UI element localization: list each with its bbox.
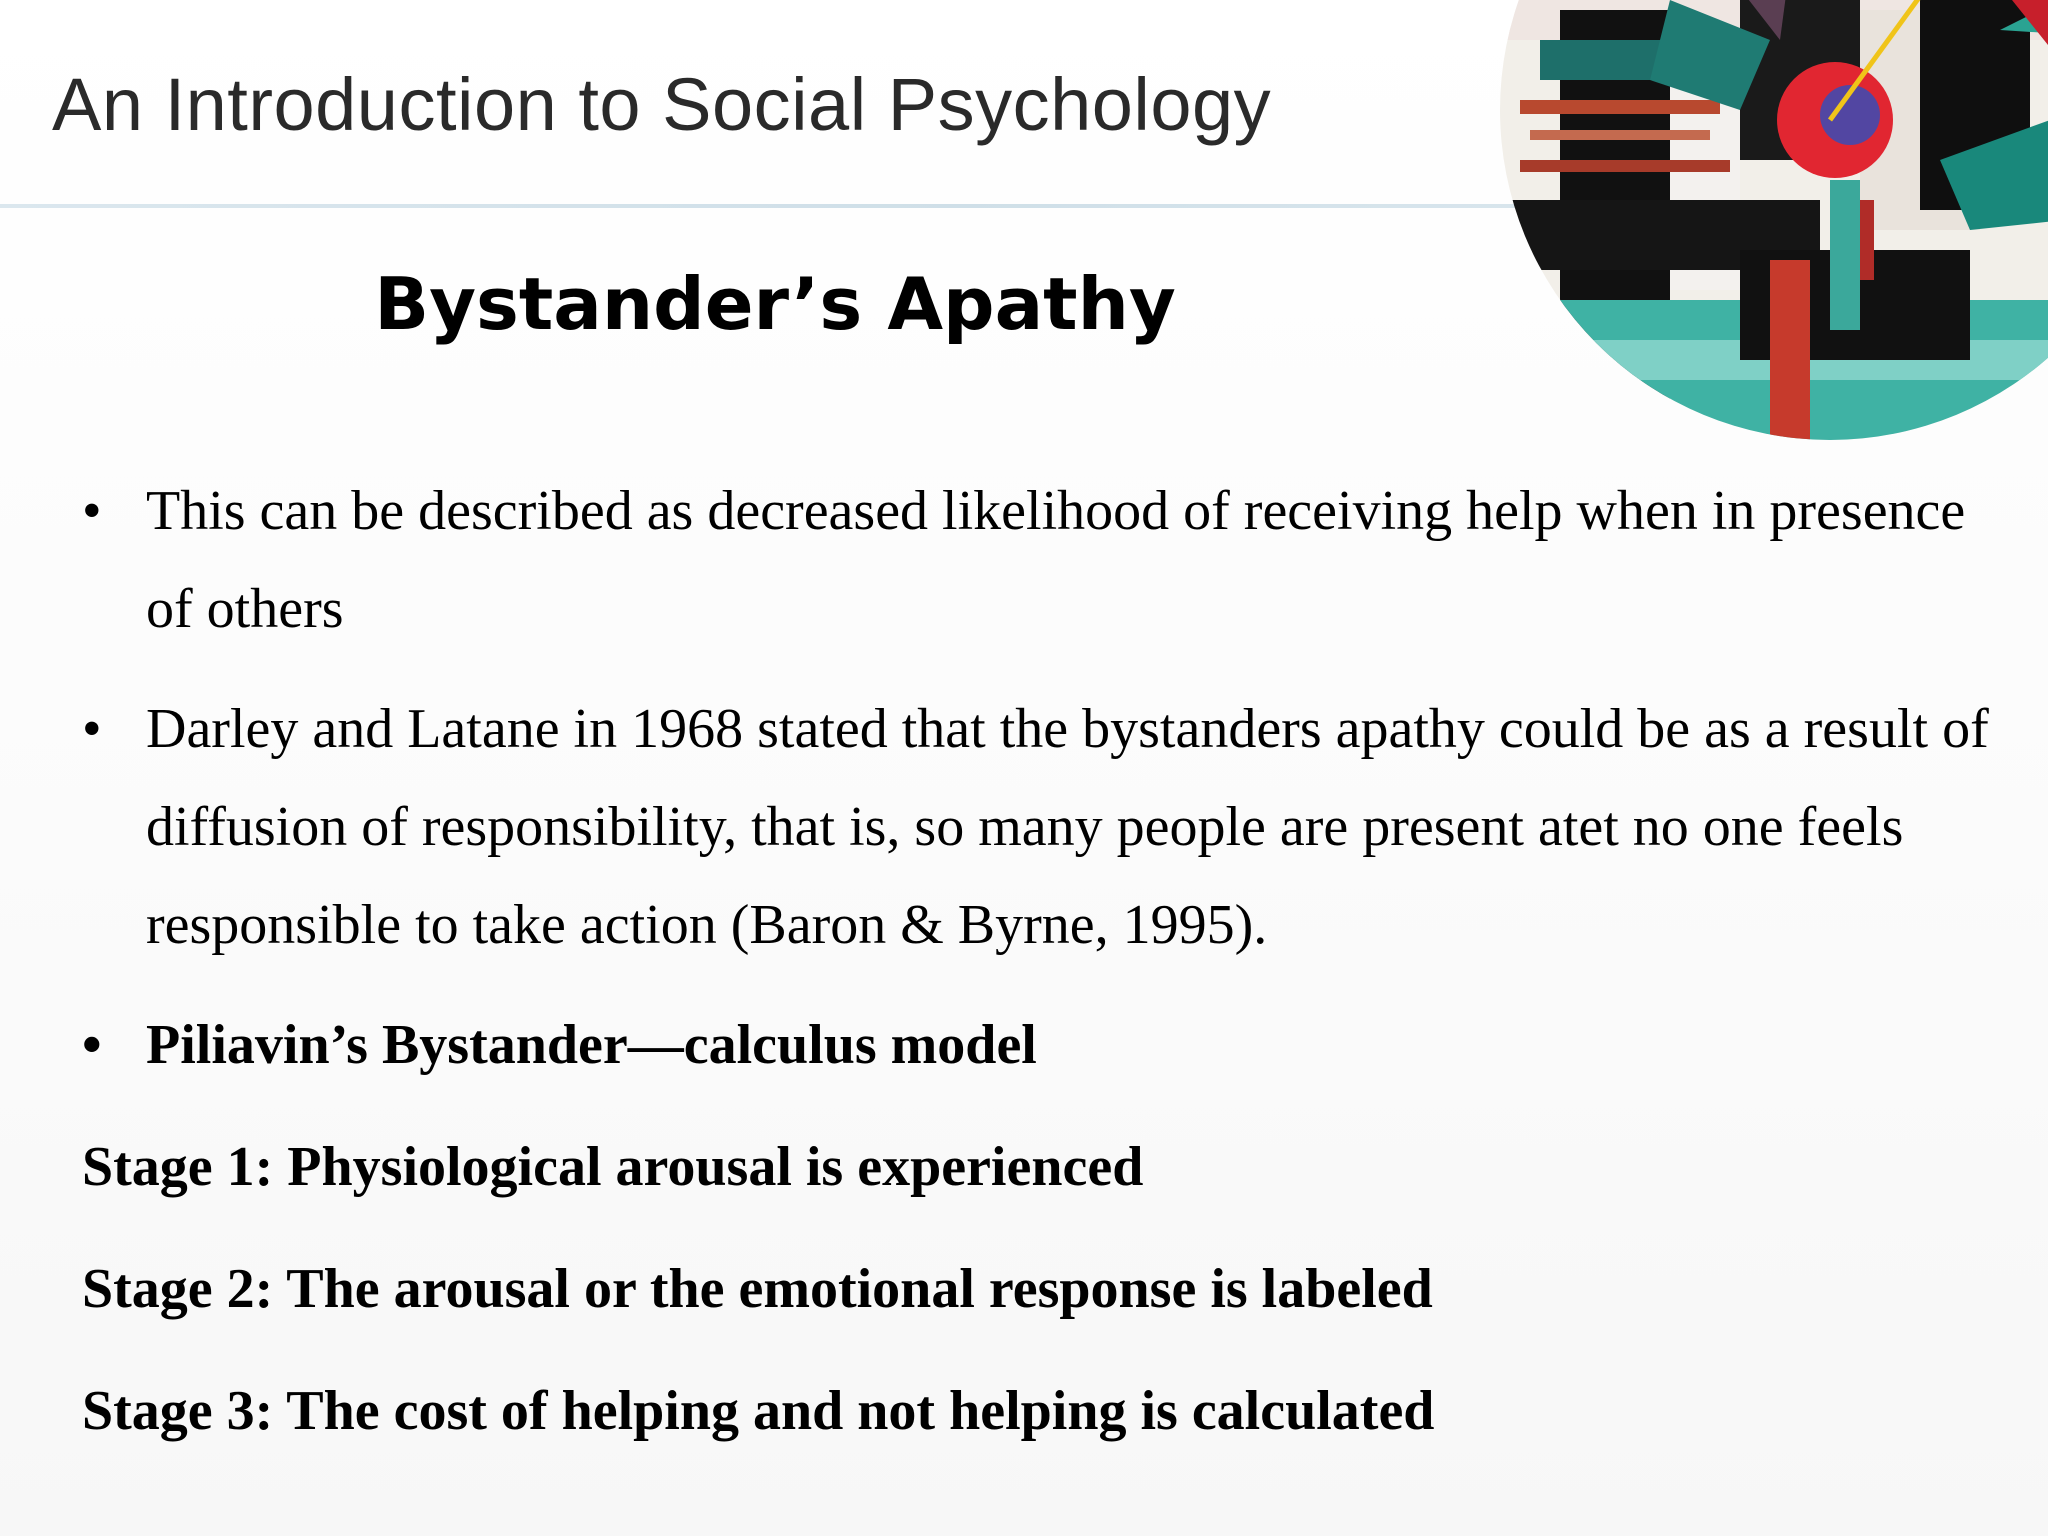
slide-body <box>82 462 2012 1460</box>
stage-1: Stage 1: Physiological arousal is experienced <box>82 1136 1144 1198</box>
book-title: An Introduction to Social Psychology <box>52 63 1272 146</box>
bullet-piliavin-model <box>82 996 2012 1094</box>
bullet-text: This can be described as decreased likelihood of receiving help when in presence of others <box>146 480 1966 640</box>
bullet-text: Piliavin’s Bystander—calculus model <box>146 1014 1037 1076</box>
bullet-text: Darley and Latane in 1968 stated that the bystanders apathy could be as a result of diffusion of responsibility, that is, so many people are present atet no one feels responsible to take action (Baron & Byrne, 1995). <box>146 698 1989 956</box>
bullet-dot-icon: • <box>82 480 102 542</box>
bullet-dot-icon: • <box>82 698 102 760</box>
cover-art-image <box>1500 0 2048 440</box>
bullet-definition <box>82 462 2012 658</box>
header-divider <box>0 204 1600 208</box>
stage-2: Stage 2: The arousal or the emotional response is labeled <box>82 1258 1433 1320</box>
stage-3: Stage 3: The cost of helping and not helping is calculated <box>82 1380 1435 1442</box>
abstract-painting-icon <box>1500 0 2048 440</box>
bullet-dot-icon: • <box>82 1014 102 1076</box>
bullet-darley-latane <box>82 680 2012 974</box>
slide-title: Bystander’s Apathy <box>374 262 1176 346</box>
